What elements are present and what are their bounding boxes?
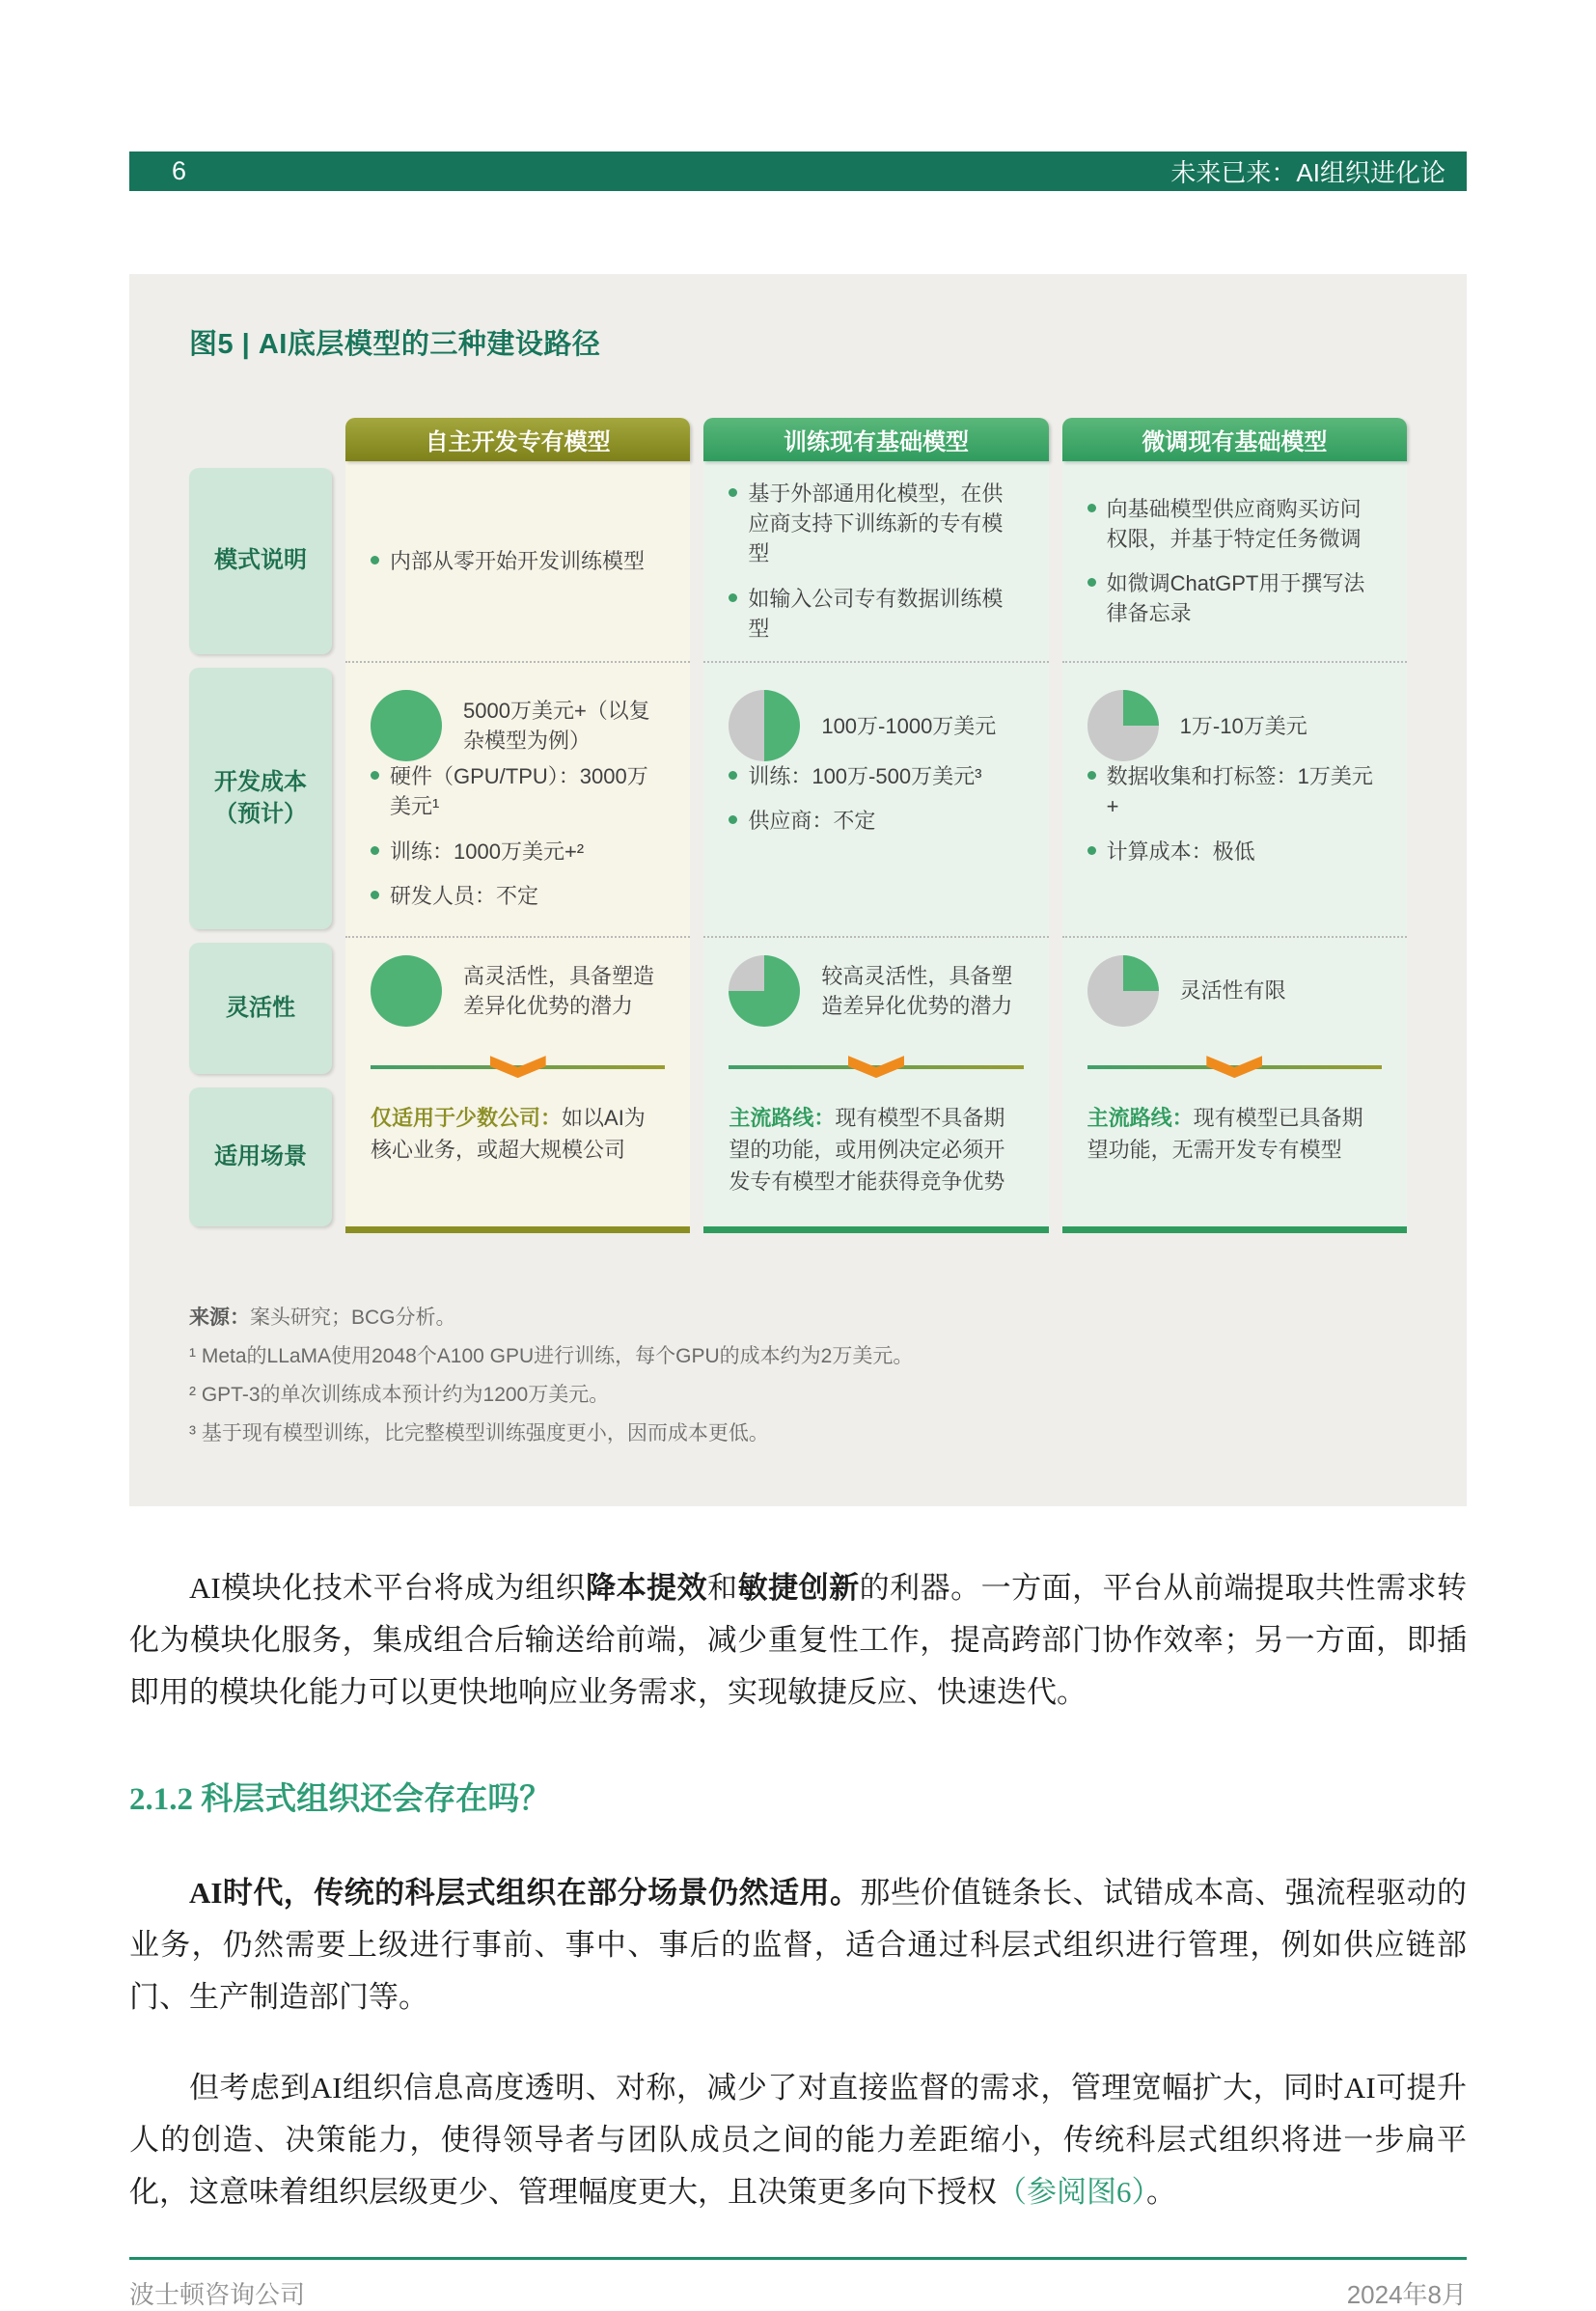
cost-pie-chart-col3 — [1087, 690, 1159, 761]
bullet-item: 研发人员：不定 — [371, 881, 665, 911]
page-footer — [129, 2257, 1467, 2311]
bullet-item: 供应商：不定 — [729, 806, 1023, 836]
flexibility-pie-chart-col2 — [729, 955, 800, 1027]
figure-panel — [129, 274, 1467, 1506]
bullet-item: 如输入公司专有数据训练模型 — [729, 584, 1023, 644]
column-header-finetune-existing: 微调现有基础模型 — [1062, 418, 1407, 461]
flexibility-cell-col3: 灵活性有限 — [1062, 936, 1407, 1081]
footnote-1: ¹ Meta的LLaMA使用2048个A100 GPU进行训练，每个GPU的成本约为2万美元。 — [189, 1345, 914, 1367]
bullet-item: 训练：1000万美元+² — [371, 837, 665, 867]
cost-cell-col2: 100万-1000万美元 训练：100万-500万美元³ 供应商：不定 — [703, 661, 1048, 936]
document-title: 未来已来：AI组织进化论 — [1170, 158, 1445, 187]
bullet-dot-icon — [729, 815, 737, 824]
bullet-item: 硬件（GPU/TPU）：3000万美元¹ — [371, 761, 665, 821]
mode-cell-col1 — [345, 461, 690, 661]
scenario-cell-col3: 主流路线：现有模型已具备期望功能，无需开发专有模型 — [1062, 1081, 1407, 1233]
path-divider — [729, 1054, 1023, 1081]
flexibility-pie-chart-col3 — [1087, 955, 1159, 1027]
bullet-item: 计算成本：极低 — [1087, 837, 1382, 867]
bullet-dot-icon — [1087, 504, 1096, 512]
row-label-flexibility: 灵活性 — [189, 943, 332, 1074]
bullet-item: 数据收集和打标签：1万美元+ — [1087, 761, 1382, 821]
bullet-dot-icon — [729, 488, 737, 497]
mode-cell-col2 — [703, 461, 1048, 661]
flexibility-pie-chart-col1 — [371, 955, 442, 1027]
path-divider — [1087, 1054, 1382, 1081]
scenario-cell-col2: 主流路线：现有模型不具备期望的功能，或用例决定必须开发专有模型才能获得竞争优势 — [703, 1081, 1048, 1233]
row-label-cost: 开发成本（预计） — [189, 668, 332, 929]
page-number: 6 — [172, 156, 187, 185]
figure-table — [189, 418, 1407, 1233]
figure-notes — [189, 1299, 1407, 1453]
mode-cell-col3 — [1062, 461, 1407, 661]
bullet-dot-icon — [729, 593, 737, 602]
column-header-train-existing: 训练现有基础模型 — [703, 418, 1048, 461]
column-header-self-develop: 自主开发专有模型 — [345, 418, 690, 461]
bullet-dot-icon — [1087, 846, 1096, 855]
bullet-item: 基于外部通用化模型，在供应商支持下训练新的专有模型 — [729, 479, 1023, 569]
figure-6-reference-link[interactable]: （参阅图6） — [997, 2175, 1146, 2210]
flexibility-cell-col1: 高灵活性，具备塑造差异化优势的潜力 — [345, 936, 690, 1081]
cost-pie-chart-col1 — [371, 690, 442, 761]
source-line: 来源：案头研究；BCG分析。 — [189, 1307, 456, 1330]
bullet-dot-icon — [371, 891, 379, 899]
bullet-item: 训练：100万-500万美元³ — [729, 761, 1023, 791]
footer-company: 波士顿咨询公司 — [129, 2280, 306, 2310]
cost-cell-col1: 5000万美元+（以复杂模型为例） 硬件（GPU/TPU）：3000万美元¹ 训练：1000万美元+² 研发人员：不定 — [345, 661, 690, 936]
body-text-block — [129, 1562, 1467, 2257]
bullet-dot-icon — [1087, 578, 1096, 587]
bullet-dot-icon — [1087, 771, 1096, 780]
page-header-bar — [129, 151, 1467, 191]
figure-title: 图5 | AI底层模型的三种建设路径 — [189, 329, 601, 360]
path-divider — [371, 1054, 665, 1081]
row-label-scenario: 适用场景 — [189, 1087, 332, 1226]
bullet-dot-icon — [729, 771, 737, 780]
footnote-2: ² GPT-3的单次训练成本预计约为1200万美元。 — [189, 1383, 610, 1406]
flexibility-cell-col2: 较高灵活性，具备塑造差异化优势的潜力 — [703, 936, 1048, 1081]
footer-date: 2024年8月 — [1346, 2280, 1467, 2310]
bullet-dot-icon — [371, 846, 379, 855]
section-heading-2-1-2: 2.1.2 科层式组织还会存在吗？ — [129, 1782, 552, 1818]
cost-cell-col3: 1万-10万美元 数据收集和打标签：1万美元+ 计算成本：极低 — [1062, 661, 1407, 936]
bullet-dot-icon — [371, 556, 379, 564]
bullet-item: 如微调ChatGPT用于撰写法律备忘录 — [1087, 568, 1382, 628]
bullet-item: 内部从零开始开发训练模型 — [371, 546, 665, 576]
paragraph-2: AI时代，传统的科层式组织在部分场景仍然适用。那些价值链条长、试错成本高、强流程驱动的业务，仍然需要上级进行事前、事中、事后的监督，适合通过科层式组织进行管理，例如供应链部门、生产制造部门等。 — [129, 1876, 1467, 2015]
row-label-mode: 模式说明 — [189, 468, 332, 654]
cost-pie-chart-col2 — [729, 690, 800, 761]
paragraph-3: 但考虑到AI组织信息高度透明、对称，减少了对直接监督的需求，管理宽幅扩大，同时AI可提升人的创造、决策能力，使得领导者与团队成员之间的能力差距缩小，传统科层式组织将进一步扁平化，这意味着组织层级更少、管理幅度更大，且决策更多向下授权（参阅图6）。 — [129, 2071, 1467, 2210]
bullet-dot-icon — [371, 771, 379, 780]
footnote-3: ³ 基于现有模型训练，比完整模型训练强度更小，因而成本更低。 — [189, 1421, 769, 1444]
paragraph-1: AI模块化技术平台将成为组织降本提效和敏捷创新的利器。一方面，平台从前端提取共性需求转化为模块化服务，集成组合后输送给前端，减少重复性工作，提高跨部门协作效率；另一方面，即插即用的模块化能力可以更快地响应业务需求，实现敏捷反应、快速迭代。 — [129, 1570, 1468, 1709]
bullet-item: 向基础模型供应商购买访问权限，并基于特定任务微调 — [1087, 494, 1382, 554]
scenario-cell-col1: 仅适用于少数公司：如以AI为核心业务，或超大规模公司 — [345, 1081, 690, 1233]
